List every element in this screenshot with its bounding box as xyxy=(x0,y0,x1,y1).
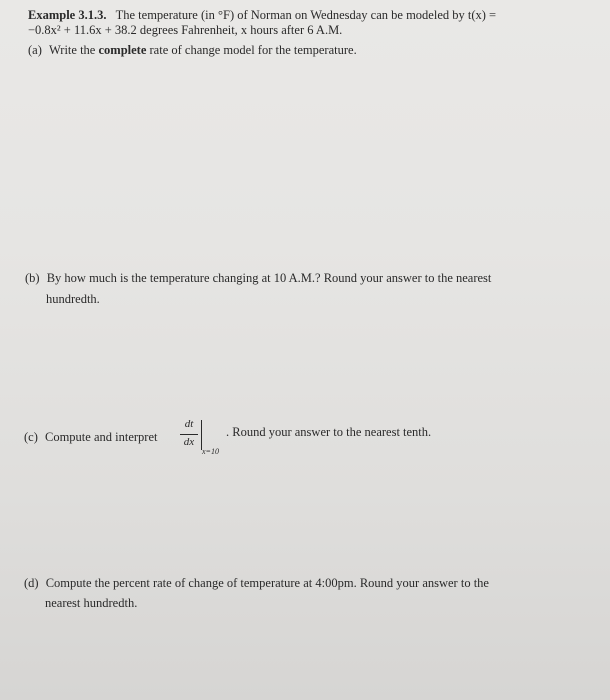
example-title: Example 3.1.3. xyxy=(28,8,107,22)
part-c-label: (c) xyxy=(24,430,38,444)
example-intro-line2: −0.8x² + 11.6x + 38.2 degrees Fahrenheit, x hours after 6 A.M. xyxy=(28,23,343,37)
part-d-line1 xyxy=(24,576,489,590)
part-c-text-after: . Round your answer to the nearest tenth. xyxy=(226,425,432,439)
part-a-bold-word: complete xyxy=(98,43,147,57)
evaluation-subscript: x=10 xyxy=(202,447,219,456)
part-a-text-after: rate of change model for the temperature. xyxy=(149,43,357,57)
part-d-text-line1: Compute the percent rate of change of temperature at 4:00pm. Round your answer to the xyxy=(45,576,489,590)
evaluation-bar xyxy=(201,420,202,450)
part-d-label: (d) xyxy=(24,576,39,590)
part-b-line1 xyxy=(25,271,491,285)
part-a-label: (a) xyxy=(28,43,42,57)
part-d-line2: nearest hundredth. xyxy=(45,596,138,610)
example-header xyxy=(28,8,496,22)
part-a xyxy=(28,43,357,57)
part-c-text xyxy=(24,430,157,444)
part-a-text-before: Write the xyxy=(49,43,96,57)
fraction-bar xyxy=(180,434,198,435)
example-intro-line1: The temperature (in °F) of Norman on Wednesday can be modeled by t(x) = xyxy=(115,8,497,22)
part-b-text-line1: By how much is the temperature changing at 10 A.M.? Round your answer to the nearest xyxy=(46,271,492,285)
part-b-label: (b) xyxy=(25,271,40,285)
derivative-denominator: dx xyxy=(183,436,195,448)
derivative-numerator: dt xyxy=(184,418,194,430)
part-b-line2: hundredth. xyxy=(46,292,100,306)
part-c-text-before: Compute and interpret xyxy=(45,430,158,444)
